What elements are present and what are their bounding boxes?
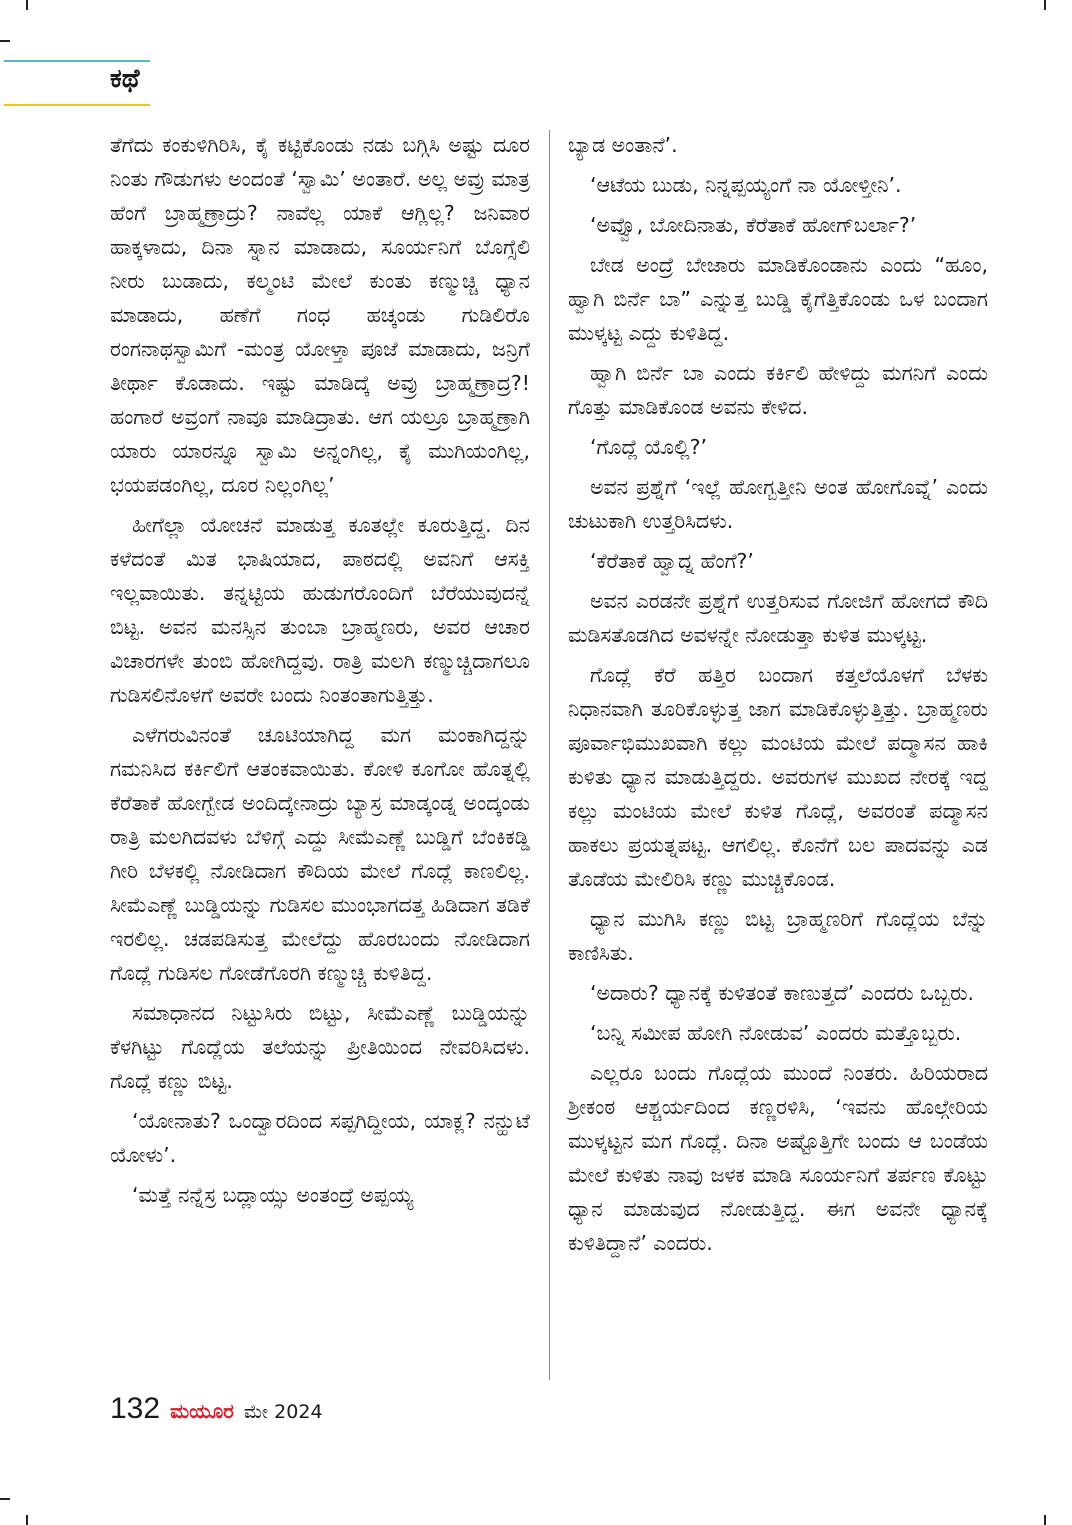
paragraph: ಧ್ಯಾನ ಮುಗಿಸಿ ಕಣ್ಣು ಬಿಟ್ಟ ಬ್ರಾಹ್ಮಣರಿಗೆ ಗೊದ್ಲೆಯ ಬೆನ್ನು ಕಾಣಿಸಿತು. — [568, 907, 988, 965]
paragraph: ಸಮಾಧಾನದ ನಿಟ್ಟುಸಿರು ಬಿಟ್ಟು, ಸೀಮೆಎಣ್ಣೆ ಬುಡ್ಡಿಯನ್ನು ಕೆಳಗಿಟ್ಟು ಗೊದ್ಲೆಯ ತಲೆಯನ್ನು ಪ್ರೀತಿಯಿಂದ ನೇವರಿಸಿದಳು. ಗೊದ್ಲೆ ಕಣ್ಣು ಬಿಟ್ಟ. — [110, 1001, 530, 1093]
paragraph: ಹೀಗೆಲ್ಲಾ ಯೋಚನೆ ಮಾಡುತ್ತ ಕೂತಲ್ಲೇ ಕೂರುತ್ತಿದ್ದ. ದಿನ ಕಳೆದಂತೆ ಮಿತ ಭಾಷಿಯಾದ, ಪಾಠದಲ್ಲಿ ಅವನಿಗೆ ಆಸಕ್ತಿ ಇಲ್ಲವಾಯಿತು. ತನ್ನಟ್ಟಿಯ ಹುಡುಗರೊಂದಿಗೆ ಬೆರೆಯುವುದನ್ನೆ ಬಿಟ್ಟ. ಅವನ ಮನಸ್ಸಿನ ತುಂಬಾ ಬ್ರಾಹ್ಮಣರು, ಅವರ ಆಚಾರ ವಿಚಾರಗಳೇ ತುಂಬಿ ಹೋಗಿದ್ದವು. ರಾತ್ರಿ ಮಲಗಿ ಕಣ್ಮುಚ್ಚಿದಾಗಲೂ ಗುಡಿಸಲಿನೊಳಗೆ ಅವರೇ ಬಂದು ನಿಂತಂತಾಗುತ್ತಿತ್ತು. — [110, 513, 530, 707]
paragraph: ಗೊದ್ಲೆ ಕೆರೆ ಹತ್ತಿರ ಬಂದಾಗ ಕತ್ತಲೆಯೊಳಗೆ ಬೆಳಕು ನಿಧಾನವಾಗಿ ತೂರಿಕೊಳ್ಳುತ್ತ ಜಾಗ ಮಾಡಿಕೊಳ್ಳುತ್ತಿತ್ತು. ಬ್ರಾಹ್ಮಣರು ಪೂರ್ವಾಭಿಮುಖವಾಗಿ ಕಲ್ಲು ಮಂಟಿಯ ಮೇಲೆ ಪದ್ಮಾಸನ ಹಾಕಿ ಕುಳಿತು ಧ್ಯಾನ ಮಾಡುತ್ತಿದ್ದರು. ಅವರುಗಳ ಮುಖದ ನೇರಕ್ಕೆ ಇದ್ದ ಕಲ್ಲು ಮಂಟಿಯ ಮೇಲೆ ಕುಳಿತ ಗೊದ್ಲೆ, ಅವರಂತೆ ಪದ್ಮಾಸನ ಹಾಕಲು ಪ್ರಯತ್ನಪಟ್ಟ. ಆಗಲಿಲ್ಲ. ಕೊನೆಗೆ ಬಲ ಪಾದವನ್ನು ಎಡ ತೊಡೆಯ ಮೇಲಿರಿಸಿ ಕಣ್ಣು ಮುಚ್ಚಿಕೊಂಡ. — [568, 663, 988, 891]
article-column-right — [568, 128, 988, 1266]
crop-mark — [1044, 0, 1046, 10]
paragraph: ‘ಆಟೆಯ ಬುಡು, ನಿನ್ನಪ್ಪಯ್ಯಂಗೆ ನಾ ಯೋಳ್ತೀನಿ’. — [590, 173, 902, 197]
paragraph: ಬ್ಯಾಡ ಅಂತಾನೆ’. — [568, 133, 678, 157]
paragraph: ‘ಅದಾರು? ಧ್ಯಾನಕ್ಕೆ ಕುಳಿತಂತೆ ಕಾಣುತ್ತದೆ’ ಎಂದರು ಒಬ್ಬರು. — [590, 981, 974, 1005]
paragraph: ‘ಕೆರೆತಾಕೆ ಹ್ವಾದ್ನ ಹೆಂಗೆ?’ — [590, 549, 754, 573]
magazine-name: ಮಯೂರ — [170, 1399, 234, 1423]
paragraph: ‘ಯೋನಾತು? ಒಂದ್ವಾರದಿಂದ ಸಪ್ಪಗಿದ್ದೀಯ, ಯಾಕ್ಲ? ನನ್ಹುಟೆ ಯೋಳು’. — [110, 1109, 530, 1167]
paragraph: ಎಳೆಗರುವಿನಂತೆ ಚೂಟಿಯಾಗಿದ್ದ ಮಗ ಮಂಕಾಗಿದ್ದನ್ನು ಗಮನಿಸಿದ ಕರ್ಕಿಲಿಗೆ ಆತಂಕವಾಯಿತು. ಕೋಳಿ ಕೂಗೋ ಹೊತ್ನಲ್ಲಿ ಕೆರೆತಾಕೆ ಹೋಗ್ಬೇಡ ಅಂದಿದ್ಕೇನಾದ್ರು ಬ್ಯಾಸ್ರ ಮಾಡ್ಕಂಡ್ನ ಅಂದ್ಕಂಡು ರಾತ್ರಿ ಮಲಗಿದವಳು ಬೆಳಿಗ್ಗೆ ಎದ್ದು ಸೀಮೆಎಣ್ಣೆ ಬುಡ್ಡಿಗೆ ಬೆಂಕಿಕಡ್ಡಿ ಗೀರಿ ಬೆಳಕಲ್ಲಿ ನೋಡಿದಾಗ ಕೌದಿಯ ಮೇಲೆ ಗೊದ್ಲೆ ಕಾಣಲಿಲ್ಲ. ಸೀಮೆಎಣ್ಣೆ ಬುಡ್ಡಿಯನ್ನು ಗುಡಿಸಲ ಮುಂಭಾಗದತ್ತ ಹಿಡಿದಾಗ ತಡಿಕೆ ಇರಲಿಲ್ಲ. ಚಡಪಡಿಸುತ್ತ ಮೇಲೆದ್ದು ಹೊರಬಂದು ನೋಡಿದಾಗ ಗೊದ್ಲೆ ಗುಡಿಸಲ ಗೋಡೆಗೊರಗಿ ಕಣ್ಮುಚ್ಚಿ ಕುಳಿತಿದ್ದ. — [110, 723, 530, 985]
crop-mark — [26, 1515, 28, 1525]
paragraph: ಎಲ್ಲರೂ ಬಂದು ಗೊದ್ಲೆಯ ಮುಂದೆ ನಿಂತರು. ಹಿರಿಯರಾದ ಶ್ರೀಕಂಠ ಆಶ್ಚರ್ಯದಿಂದ ಕಣ್ಣರಳಿಸಿ, ‘ಇವನು ಹೊಲ್ಗೇರಿಯ ಮುಳ್ಕಟ್ಟನ ಮಗ ಗೊದ್ಲೆ. ದಿನಾ ಅಷ್ಟೊತ್ತಿಗೇ ಬಂದು ಆ ಬಂಡೆಯ ಮೇಲೆ ಕುಳಿತು ನಾವು ಜಳಕ ಮಾಡಿ ಸೂರ್ಯನಿಗೆ ತರ್ಪಣ ಕೊಟ್ಟು ಧ್ಯಾನ ಮಾಡುವುದ ನೋಡುತ್ತಿದ್ದ. ಈಗ ಅವನೇ ಧ್ಯಾನಕ್ಕೆ ಕುಳಿತಿದ್ದಾನೆ’ ಎಂದರು. — [568, 1061, 988, 1255]
crop-mark — [26, 0, 28, 10]
crop-mark — [0, 1498, 10, 1500]
paragraph: ಅವನ ಪ್ರಶ್ನೆಗೆ ‘ಇಲ್ಲೆ ಹೋಗ್ಬತ್ತೀನಿ ಅಂತ ಹೋಗೊವ್ನೆ’ ಎಂದು ಚುಟುಕಾಗಿ ಉತ್ತರಿಸಿದಳು. — [568, 475, 988, 533]
paragraph: ‘ಮತ್ತೆ ನನ್ನೆಸ್ರ ಬದ್ಲಾಯ್ಸು ಅಂತಂದ್ರೆ ಅಪ್ಪಯ್ಯ — [132, 1183, 414, 1207]
paragraph: ಅವನ ಎರಡನೇ ಪ್ರಶ್ನೆಗೆ ಉತ್ತರಿಸುವ ಗೋಜಿಗೆ ಹೋಗದೆ ಕೌದಿ ಮಡಿಸತೊಡಗಿದ ಅವಳನ್ನೇ ನೋಡುತ್ತಾ ಕುಳಿತ ಮುಳ್ಕಟ್ಟ. — [568, 589, 988, 647]
column-divider — [549, 130, 550, 1380]
article-column-left — [110, 128, 530, 1218]
header-rule-teal — [4, 60, 150, 62]
paragraph: ಬೇಡ ಅಂದ್ರೆ ಬೇಜಾರು ಮಾಡಿಕೊಂಡಾನು ಎಂದು “ಹೂಂ, ಹ್ವಾಗಿ ಬಿರ್ನೆ ಬಾ” ಎನ್ನುತ್ತ ಬುಡ್ಡಿ ಕೈಗೆತ್ತಿಕೊಂಡು ಒಳ ಬಂದಾಗ ಮುಳ್ಕಟ್ಟ ಎದ್ದು ಕುಳಿತಿದ್ದ. — [568, 253, 988, 345]
paragraph: ‘ಗೊದ್ಲೆ ಯೊಲ್ಲಿ?’ — [590, 435, 707, 459]
paragraph: ಹ್ವಾಗಿ ಬಿರ್ನೆ ಬಾ ಎಂದು ಕರ್ಕಿಲಿ ಹೇಳಿದ್ದು ಮಗನಿಗೆ ಎಂದು ಗೊತ್ತು ಮಾಡಿಕೊಂಡ ಅವನು ಕೇಳಿದ. — [568, 361, 988, 419]
issue-date: ಮೇ 2024 — [243, 1401, 323, 1423]
paragraph: ‘ಅವ್ವೊ, ಬೋದಿನಾತು, ಕೆರೆತಾಕೆ ಹೋಗ್‌ಬರ್ಲಾ?’ — [590, 213, 917, 237]
paragraph: ‘ಬನ್ನಿ ಸಮೀಪ ಹೋಗಿ ನೋಡುವ’ ಎಂದರು ಮತ್ತೊಬ್ಬರು. — [590, 1021, 962, 1045]
crop-mark — [0, 40, 10, 42]
page-number: 132 — [110, 1392, 161, 1425]
page-footer — [110, 1392, 323, 1428]
crop-mark — [1044, 1515, 1046, 1525]
section-title: ಕಥೆ — [110, 64, 140, 94]
paragraph: ತೆಗೆದು ಕಂಕುಳಿಗಿರಿಸಿ, ಕೈ ಕಟ್ಟಿಕೊಂಡು ನಡು ಬಗ್ಗಿಸಿ ಅಷ್ಟು ದೂರ ನಿಂತು ಗೌಡುಗಳು ಅಂದಂತೆ ‘ಸ್ವಾಮಿ’ ಅಂತಾರೆ. ಅಲ್ಲ ಅವ್ರು ಮಾತ್ರ ಹೆಂಗೆ ಬ್ರಾಹ್ಮಣ್ರಾದ್ರು? ನಾವೆಲ್ಲ ಯಾಕೆ ಆಗ್ಲಿಲ್ಲ? ಜನಿವಾರ ಹಾಕ್ಕಳಾದು, ದಿನಾ ಸ್ನಾನ ಮಾಡಾದು, ಸೂರ್ಯನಿಗೆ ಬೊಗ್ಸೆಲಿ ನೀರು ಬುಡಾದು, ಕಲ್ಮಂಟಿ ಮೇಲೆ ಕುಂತು ಕಣ್ಮುಚ್ಚಿ ಧ್ಯಾನ ಮಾಡಾದು, ಹಣೆಗೆ ಗಂಧ ಹಚ್ಕಂಡು ಗುಡಿಲಿರೊ ರಂಗನಾಥಸ್ವಾಮಿಗೆ -ಮಂತ್ರ ಯೋಳ್ತಾ ಪೂಜೆ ಮಾಡಾದು, ಜನ್ರಿಗೆ ತೀರ್ಥಾ ಕೊಡಾದು. ಇಷ್ಟು ಮಾಡಿದ್ಕೆ ಅವ್ರು ಬ್ರಾಹ್ಮಣ್ರಾದ್ರ?! ಹಂಗಾರೆ ಅವ್ರಂಗೆ ನಾವೂ ಮಾಡಿದ್ರಾತು. ಆಗ ಯಲ್ರೂ ಬ್ರಾಹ್ಮಣ್ರಾಗಿ ಯಾರು ಯಾರನ್ನೂ ಸ್ವಾಮಿ ಅನ್ನಂಗಿಲ್ಲ, ಕೈ ಮುಗಿಯಂಗಿಲ್ಲ, ಭಯಪಡಂಗಿಲ್ಲ, ದೂರ ನಿಲ್ಲಂಗಿಲ್ಲ’ — [110, 133, 530, 497]
header-rule-yellow — [4, 104, 150, 106]
